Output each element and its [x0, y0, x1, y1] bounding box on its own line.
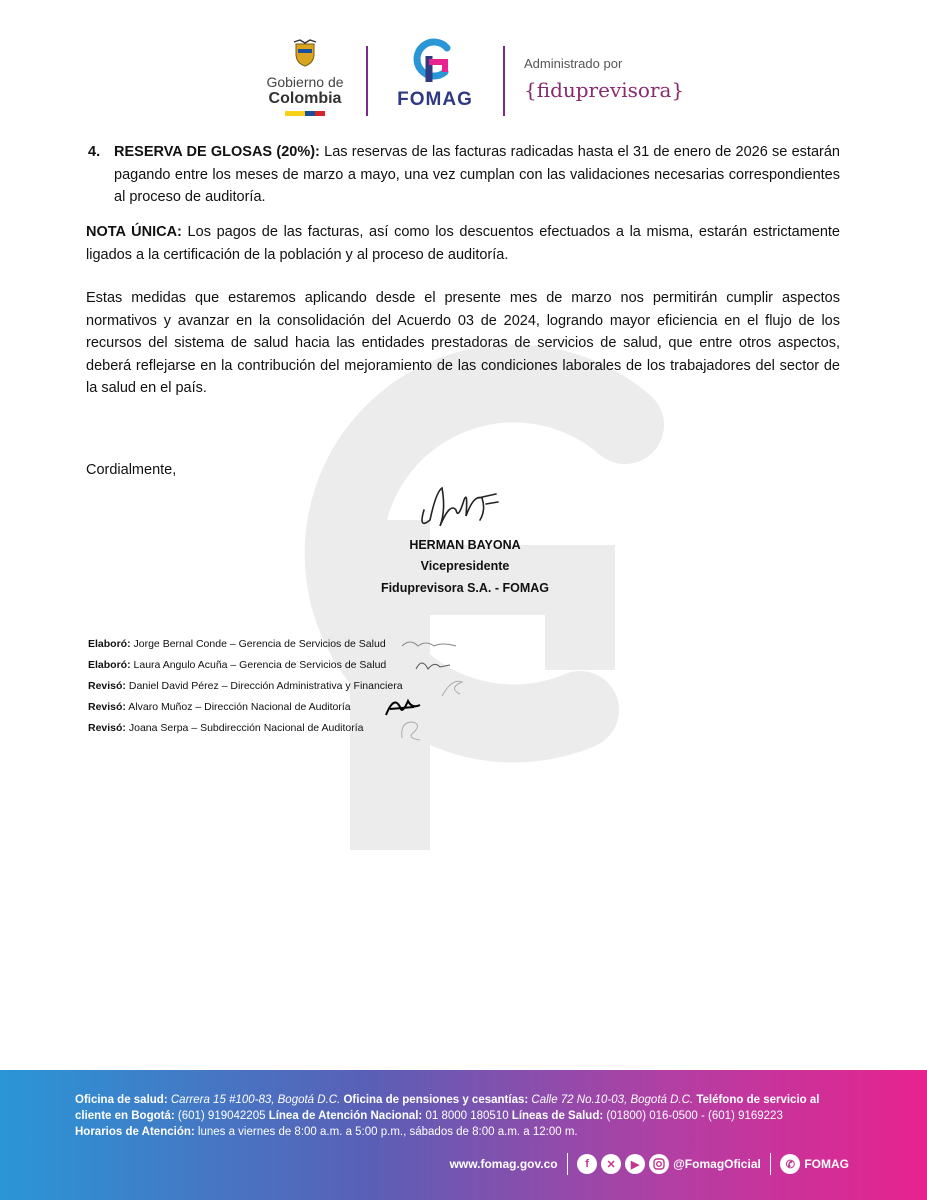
- footer-brand: FOMAG: [804, 1157, 849, 1171]
- footer-links: [450, 1152, 849, 1176]
- footer-label: Horarios de Atención:: [75, 1126, 195, 1138]
- colombia-flag-stripe: [285, 111, 325, 116]
- website-link[interactable]: www.fomag.gov.co: [449, 1157, 558, 1171]
- social-handle[interactable]: @FomagOficial: [673, 1157, 761, 1171]
- header-divider: [366, 46, 368, 116]
- reviewer-role: Revisó:: [88, 701, 126, 713]
- fiduprevisora-logo: {fiduprevisora}: [524, 78, 685, 102]
- reviewer-row: [88, 680, 508, 701]
- header-divider: [503, 46, 505, 116]
- reviewer-role: Revisó:: [88, 722, 126, 734]
- facebook-icon[interactable]: f: [577, 1154, 597, 1174]
- instagram-icon[interactable]: [649, 1154, 669, 1174]
- reviewer-text: Alvaro Muñoz – Dirección Nacional de Auditoría: [125, 701, 351, 713]
- footer-label: Líneas de Salud:: [511, 1110, 604, 1122]
- gov-line2: Colombia: [268, 90, 342, 107]
- fomag-watermark: [250, 330, 680, 870]
- reviewer-role: Elaboró:: [88, 659, 131, 671]
- footer-label: Oficina de salud:: [75, 1094, 168, 1106]
- x-icon[interactable]: ✕: [601, 1154, 621, 1174]
- footer-phone: (01800) 016-0500 - (601) 9169223: [603, 1110, 783, 1122]
- escudo-colombia-icon: [290, 38, 320, 68]
- footer-address: Carrera 15 #100-83, Bogotá D.C.: [167, 1094, 341, 1106]
- footer-label: Línea de Atención Nacional:: [268, 1110, 423, 1122]
- footer-phone: 01 8000 180510: [422, 1110, 512, 1122]
- reviewer-role: Revisó:: [88, 680, 126, 692]
- gobierno-de-colombia-logo: [255, 38, 355, 116]
- nota-title: NOTA ÚNICA:: [86, 224, 182, 240]
- footer-divider: [770, 1153, 772, 1175]
- reviewers-list: [88, 638, 508, 743]
- handwritten-signature: [416, 480, 506, 538]
- footer-label: Teléfono de servicio al cliente en Bogotá:: [75, 1094, 820, 1122]
- initials-signature: [414, 655, 454, 675]
- nota-text: Los pagos de las facturas, así como los descuentos efectuados a la misma, estarán estrictamente ligados a la certificación de la población y al proceso de auditoría.: [86, 224, 840, 263]
- gov-line1: Gobierno de: [266, 74, 344, 90]
- footer-address: Calle 72 No.10-03, Bogotá D.C.: [528, 1094, 694, 1106]
- fomag-logo-icon: [407, 38, 463, 84]
- signer-organization: Fiduprevisora S.A. - FOMAG: [380, 581, 550, 595]
- footer-divider: [567, 1153, 569, 1175]
- footer-label: Oficina de pensiones y cesantías:: [340, 1094, 529, 1106]
- fomag-logo: [385, 38, 485, 111]
- administrado-por: [524, 56, 684, 102]
- item-text: Las reservas de las facturas radicadas hasta el 31 de enero de 2026 se estarán pagando entre los meses de marzo a mayo, una vez cumplan con las validaciones necesarias correspondientes al proceso de auditoría.: [114, 144, 840, 205]
- reviewer-text: Daniel David Pérez – Dirección Administrativa y Financiera: [125, 680, 403, 692]
- initials-signature: [438, 676, 468, 700]
- nota-unica: [86, 221, 840, 266]
- footer-hours: lunes a viernes de 8:00 a.m. a 5:00 p.m., sábados de 8:00 a.m. a 12:00 m.: [194, 1126, 578, 1138]
- reviewer-row: [88, 701, 508, 722]
- reviewer-row: [88, 722, 508, 743]
- youtube-icon[interactable]: ▶: [625, 1154, 645, 1174]
- initials-signature: [400, 634, 460, 654]
- item-number: 4.: [88, 144, 101, 160]
- footer-phone: (601) 919042205: [174, 1110, 269, 1122]
- reviewer-text: Laura Angulo Acuña – Gerencia de Servicios de Salud: [130, 659, 387, 671]
- fomag-name: FOMAG: [397, 89, 473, 110]
- initials-signature: [396, 716, 426, 744]
- closing: Cordialmente,: [86, 462, 177, 478]
- admin-label: Administrado por: [524, 56, 623, 71]
- item-title: RESERVA DE GLOSAS (20%):: [114, 144, 320, 160]
- reviewer-text: Joana Serpa – Subdirección Nacional de Auditoría: [125, 722, 364, 734]
- body-paragraph: Estas medidas que estaremos aplicando desde el presente mes de marzo nos permitirán cumplir aspectos normativos y avanzar en la consolidación del Acuerdo 03 de 2024, logrando mayor eficiencia en el flujo de los recursos del sistema de salud hacia las entidades prestadoras de servicios de salud, que entre otros aspectos, deberá reflejarse en la contribución del mejoramiento de las condiciones laborales de los trabajadores del sector de la salud en el país.: [86, 290, 840, 396]
- whatsapp-icon[interactable]: ✆: [780, 1154, 800, 1174]
- reviewer-role: Elaboró:: [88, 638, 131, 650]
- signer-title: Vicepresidente: [420, 559, 510, 573]
- signer-name: HERMAN BAYONA: [409, 538, 521, 552]
- footer-banner: [0, 1070, 927, 1200]
- footer-contact-info: [75, 1092, 855, 1140]
- reviewer-text: Jorge Bernal Conde – Gerencia de Servicios de Salud: [130, 638, 386, 650]
- letterhead: [0, 38, 927, 128]
- list-item-4: [88, 141, 840, 209]
